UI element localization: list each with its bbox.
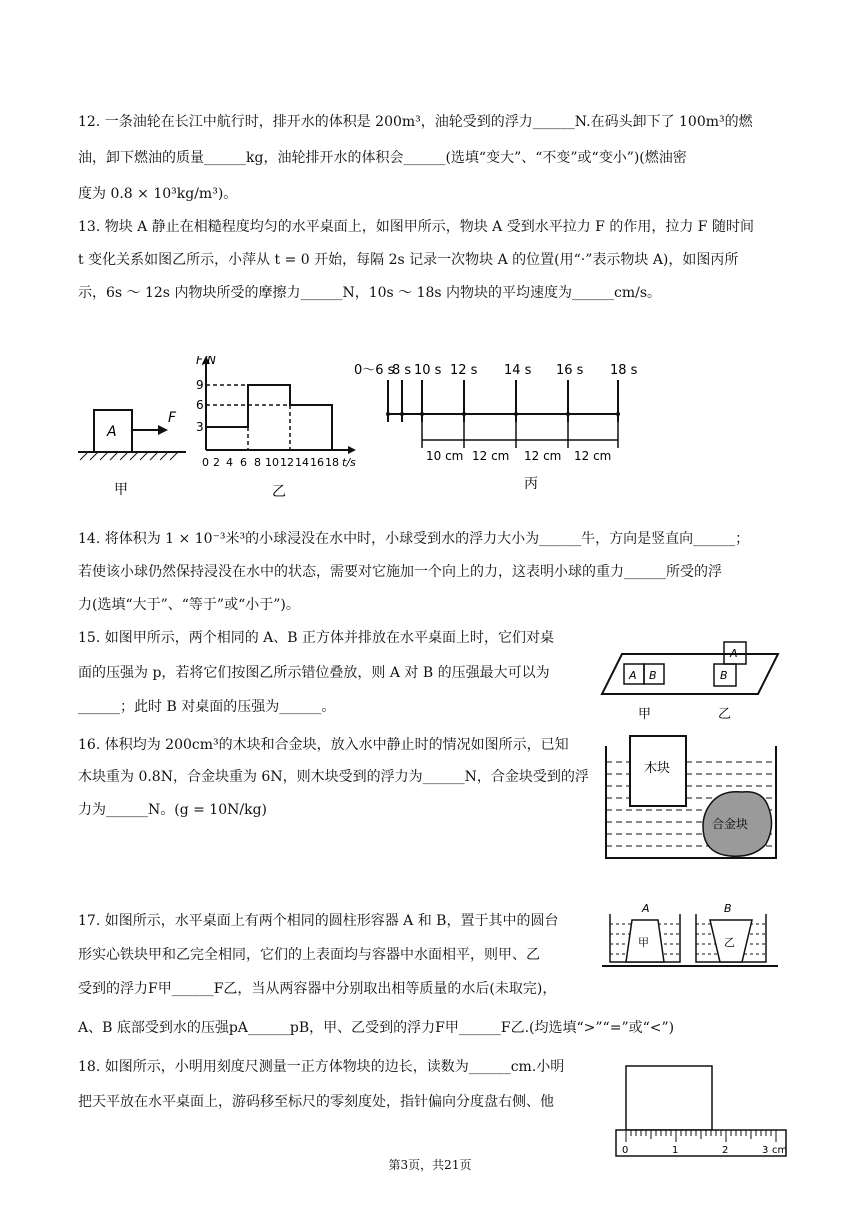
alloy-block-label: 合金块 [712,817,749,831]
q12-line-3: 度为 0.8 × 10³kg/m³)。 [78,186,238,202]
x-tick-16: 16 [310,456,324,469]
q17-figure [600,900,780,974]
q16-line-2: 木块重为 0.8N，合金块重为 6N，则木块受到的浮力为______N，合金块受到的浮 [78,769,589,785]
q17-line-4: A、B 底部受到水的压强pA______pB，甲、乙受到的浮力F甲______F乙.(均选填“>”“=”或“<”) [78,1020,675,1036]
force-time-curve [206,385,332,450]
distance-12cm-1: 12 cm [472,449,510,463]
frustum-yi-label: 乙 [724,936,735,949]
y-tick-3: 3 [196,420,204,434]
q16-figure [604,732,780,862]
q14-line-2: 若使该小球仍然保持浸没在水中的状态，需要对它施加一个向上的力，这表明小球的重力______所受的浮 [78,564,722,580]
caption-jia-15: 甲 [638,707,652,722]
time-label-18s: 18 s [610,363,638,378]
caption-jia: 甲 [114,482,128,498]
caption-yi: 乙 [272,484,286,500]
q15-line-3: ______；此时 B 对桌面的压强为______。 [78,699,336,715]
force-label: F [168,410,177,426]
q15-line-1: 15. 如图甲所示，两个相同的 A、B 正方体并排放在水平桌面上时，它们对桌 [78,630,555,646]
frustum-jia-label: 甲 [638,936,649,949]
time-label-10s: 10 s [414,363,442,378]
q18-line-2: 把天平放在水平桌面上，游码移至标尺的零刻度处，指针偏向分度盘右侧、他 [78,1094,554,1110]
q12-line-2: 油，卸下燃油的质量______kg，油轮排开水的体积会______(选填“变大”、“不变”或“变小”)(燃油密 [78,150,687,166]
ruler-unit: cm [772,1145,788,1156]
cube-block [626,1066,712,1130]
q13-line-3: 示，6s ～ 12s 内物块所受的摩擦力______N，10s ～ 18s 内物块的平均速度为______cm/s。 [78,285,662,301]
x-tick-10: 10 [265,456,279,469]
q17-line-2: 形实心铁块甲和乙完全相同，它们的上表面均与容器中水面相平，则甲、乙 [78,947,540,963]
x-axis-label: t/s [342,456,356,469]
wood-block-label: 木块 [644,761,671,776]
time-label-12s: 12 s [450,363,478,378]
q18-figure [612,1060,792,1160]
cube-a-yi-label: A [730,647,738,660]
distance-10cm: 10 cm [426,449,464,463]
cube-b-yi-label: B [720,669,728,682]
x-tick-2: 2 [213,456,220,469]
time-label-16s: 16 s [556,363,584,378]
container-a-label: A [642,902,650,915]
q14-line-1: 14. 将体积为 1 × 10⁻³米³的小球浸没在水中时，小球受到水的浮力大小为______牛，方向是竖直向______； [78,531,750,547]
container-b-label: B [724,902,732,915]
ruler-label-2: 2 [722,1145,729,1156]
q13-line-1: 13. 物块 A 静止在相糙程度均匀的水平桌面上，如图甲所示，物块 A 受到水平拉力 F 的作用，拉力 F 随时间 [78,219,754,235]
table-hatch [80,452,178,460]
ruler-label-0: 0 [622,1145,629,1156]
q13-figure-yi [196,356,368,500]
distance-12cm-3: 12 cm [574,449,612,463]
x-tick-14: 14 [295,456,309,469]
ruler-label-3: 3 [762,1145,769,1156]
x-tick-6: 6 [240,456,247,469]
q13-figure-bing [352,356,642,500]
q18-line-1: 18. 如图所示，小明用刻度尺测量一正方体物块的边长，读数为______cm.小明 [78,1059,565,1075]
cube-a-jia-label: A [629,669,637,682]
q13-figure-jia [78,390,188,500]
page-footer: 第3页，共21页 [388,1158,472,1172]
q17-line-1: 17. 如图所示，水平桌面上有两个相同的圆柱形容器 A 和 B，置于其中的圆台 [78,913,559,929]
cube-b-jia-label: B [649,669,657,682]
time-label-8s: 8 s [392,363,412,378]
distance-arrows [422,422,618,448]
y-tick-9: 9 [196,378,204,392]
block-a-label: A [107,424,117,440]
x-tick-4: 4 [226,456,233,469]
q16-line-3: 力为______N。(g = 10N/kg) [78,802,267,818]
x-tick-18: 18 [325,456,339,469]
distance-12cm-2: 12 cm [524,449,562,463]
q12-line-1: 12. 一条油轮在长江中航行时，排开水的体积是 200m³，油轮受到的浮力______N.在码头卸下了 100m³的燃 [78,114,753,130]
time-label-14s: 14 s [504,363,532,378]
q16-line-1: 16. 体积均为 200cm³的木块和合金块，放入水中静止时的情况如图所示，已知 [78,737,569,753]
x-tick-8: 8 [254,456,261,469]
y-tick-6: 6 [196,398,204,412]
q14-line-3: 力(选填“大于”、“等于”或“小于”)。 [78,597,300,613]
x-tick-0: 0 [202,456,209,469]
q17-line-3: 受到的浮力F甲______F乙，当从两容器中分别取出相等质量的水后(未取完)， [78,981,557,997]
q15-line-2: 面的压强为 p，若将它们按图乙所示错位叠放，则 A 对 B 的压强最大可以为 [78,665,550,681]
caption-bing: 丙 [524,476,538,492]
y-axis-label: F/N [196,356,216,367]
time-label-0-6s: 0～6 s [354,363,395,378]
caption-yi-15: 乙 [718,707,732,722]
q13-line-2: t 变化关系如图乙所示，小萍从 t = 0 开始，每隔 2s 记录一次物块 A 的位置(用“·”表示物块 A)，如图丙所 [78,252,739,268]
ruler-label-1: 1 [672,1145,679,1156]
force-arrow-head [158,425,168,435]
q15-figure [600,632,780,722]
x-tick-12: 12 [280,456,294,469]
